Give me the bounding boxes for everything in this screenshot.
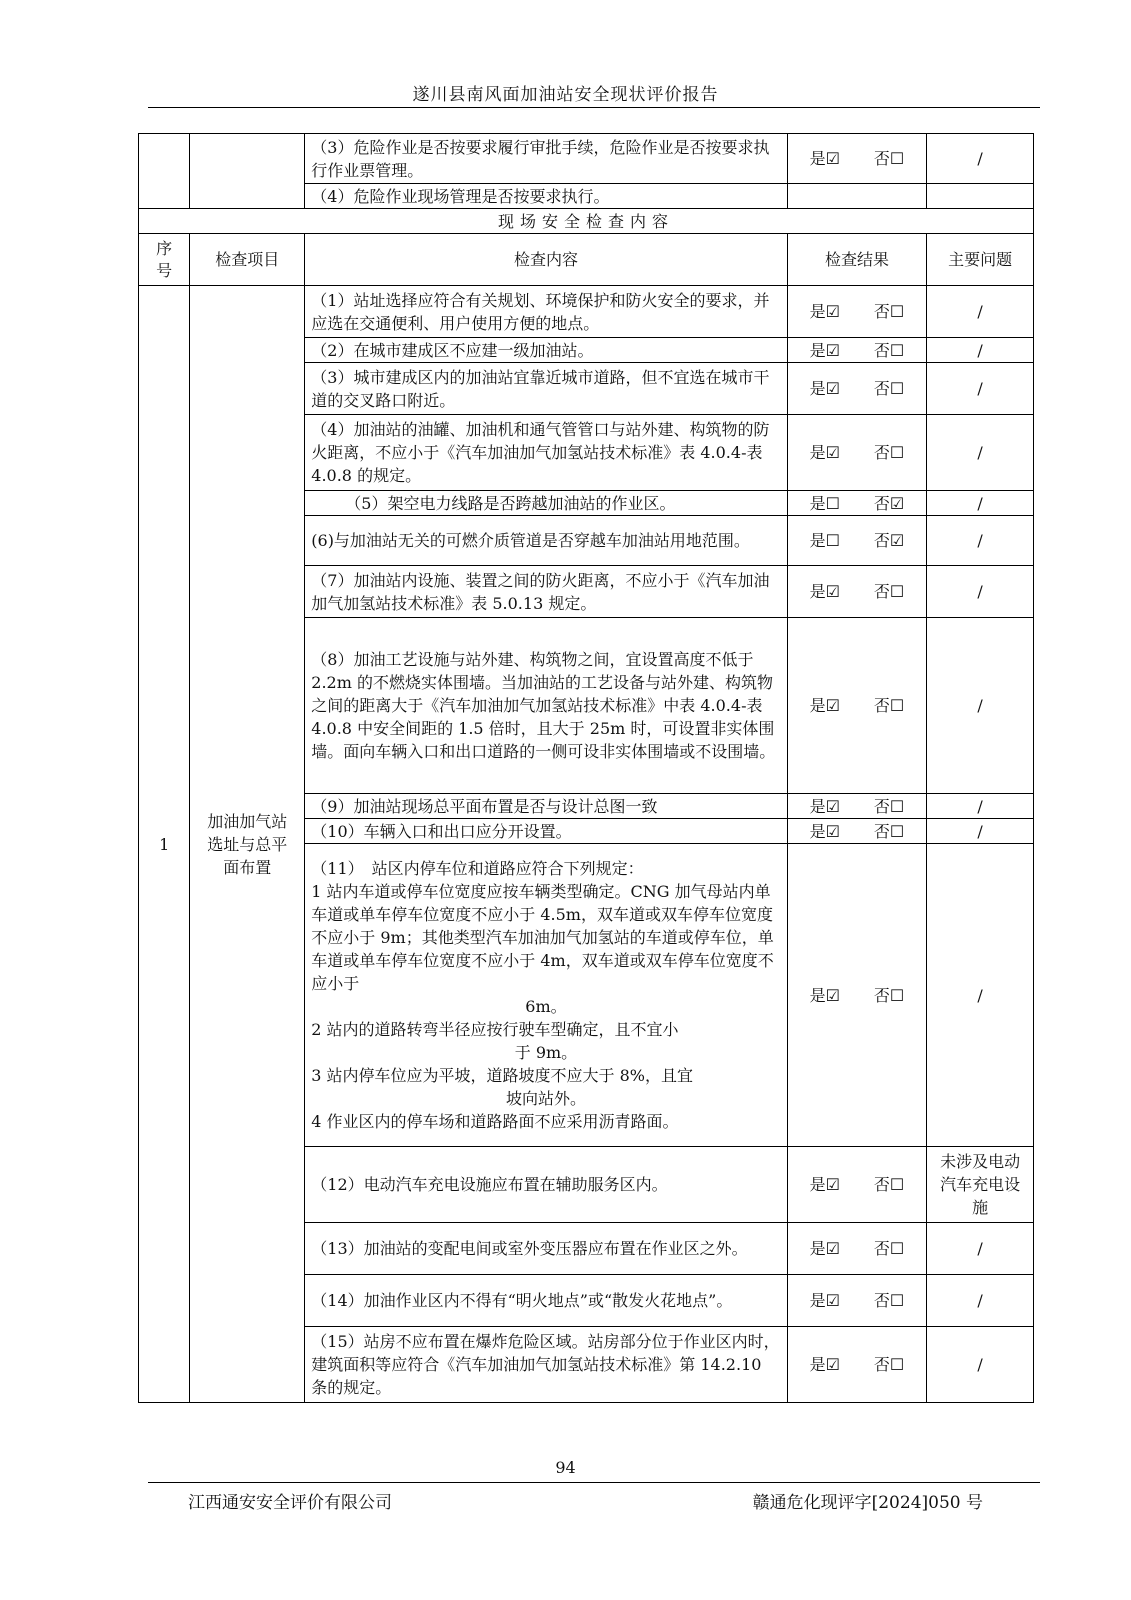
check-content: （9）加油站现场总平面布置是否与设计总图一致 <box>305 794 787 819</box>
no-checkbox[interactable]: 否☐ <box>873 796 905 816</box>
yes-checkbox[interactable]: 是☑ <box>809 796 841 816</box>
no-checkbox[interactable]: 否☐ <box>873 302 905 321</box>
yes-checkbox[interactable]: 是☑ <box>809 1291 841 1310</box>
yes-checkbox[interactable]: 是☑ <box>809 379 841 398</box>
row11-heading: （11） 站区内停车位和道路应符合下列规定： <box>311 859 644 878</box>
main-issue: 未涉及电动汽车充电设施 <box>927 1147 1034 1223</box>
main-issue: / <box>927 1327 1034 1403</box>
no-checkbox[interactable]: 否☐ <box>873 1291 905 1310</box>
yes-checkbox[interactable]: 是☑ <box>809 1175 841 1194</box>
check-result <box>787 516 927 566</box>
row11-item-2: 2 站内的道路转弯半径应按行驶车型确定，且不宜小 <box>311 1020 679 1039</box>
row11-item-3: 3 站内停车位应为平坡，道路坡度不应大于 8%，且宜 <box>311 1066 694 1085</box>
main-issue: / <box>927 363 1034 415</box>
check-result <box>787 794 927 819</box>
check-content-row11 <box>305 844 787 1147</box>
row11-item-1-end: 6m。 <box>525 997 567 1016</box>
check-content: （1）站址选择应符合有关规划、环境保护和防火安全的要求，并应选在交通便利、用户使用方便的地点。 <box>305 286 787 338</box>
check-result <box>787 618 927 794</box>
check-result <box>787 415 927 491</box>
row11-item-2-end: 于 9m。 <box>514 1043 578 1062</box>
no-checkbox[interactable]: 否☑ <box>873 493 905 513</box>
yes-checkbox[interactable]: 是☐ <box>809 493 841 513</box>
check-content: （7）加油站内设施、装置之间的防火距离，不应小于《汽车加油加气加氢站技术标准》表 5.0.13 规定。 <box>305 566 787 618</box>
check-result <box>787 819 927 844</box>
check-result <box>787 491 927 516</box>
check-result <box>787 184 927 209</box>
yes-checkbox[interactable]: 是☑ <box>809 821 841 841</box>
yes-checkbox[interactable]: 是☑ <box>809 1355 841 1374</box>
main-issue: / <box>927 1223 1034 1275</box>
table-row <box>139 286 1034 338</box>
main-issue: / <box>927 516 1034 566</box>
check-result <box>787 844 927 1147</box>
yes-checkbox[interactable]: 是☑ <box>809 696 841 715</box>
check-result <box>787 134 927 184</box>
group-seq: 1 <box>139 286 190 1403</box>
footer-doc-number: 赣通危化现评字[2024]050 号 <box>752 1493 983 1513</box>
main-issue: / <box>927 819 1034 844</box>
yes-checkbox[interactable]: 是☑ <box>809 302 841 321</box>
main-issue: / <box>927 566 1034 618</box>
check-content: （15）站房不应布置在爆炸危险区域。站房部分位于作业区内时，建筑面积等应符合《汽车加油加气加氢站技术标准》第 14.2.10 条的规定。 <box>305 1327 787 1403</box>
check-content: （13）加油站的变配电间或室外变压器应布置在作业区之外。 <box>305 1223 787 1275</box>
yes-checkbox[interactable]: 是☑ <box>809 985 841 1005</box>
col-header-content: 检查内容 <box>305 234 787 286</box>
yes-checkbox[interactable]: 是☑ <box>809 582 841 601</box>
no-checkbox[interactable]: 否☐ <box>873 1355 905 1374</box>
row11-item-4: 4 作业区内的停车场和道路路面不应采用沥青路面。 <box>311 1112 679 1131</box>
column-header-row <box>139 234 1034 286</box>
no-checkbox[interactable]: 否☐ <box>873 149 905 168</box>
no-checkbox[interactable]: 否☐ <box>873 696 905 715</box>
item-cell <box>190 134 305 209</box>
group-item: 加油加气站选址与总平面布置 <box>190 286 305 1403</box>
inspection-table <box>138 133 1034 1403</box>
check-content: （3）城市建成区内的加油站宜靠近城市道路，但不宜选在城市干道的交叉路口附近。 <box>305 363 787 415</box>
check-result <box>787 1275 927 1327</box>
no-checkbox[interactable]: 否☐ <box>873 582 905 601</box>
check-result <box>787 338 927 363</box>
main-issue: / <box>927 286 1034 338</box>
no-checkbox[interactable]: 否☐ <box>873 1239 905 1258</box>
check-result <box>787 566 927 618</box>
check-result <box>787 1147 927 1223</box>
footer-rule <box>148 1482 1040 1483</box>
no-checkbox[interactable]: 否☐ <box>873 985 905 1005</box>
footer-company: 江西通安安全评价有限公司 <box>188 1493 392 1513</box>
no-checkbox[interactable]: 否☐ <box>873 340 905 360</box>
check-result <box>787 363 927 415</box>
check-content: （10）车辆入口和出口应分开设置。 <box>305 819 787 844</box>
no-checkbox[interactable]: 否☐ <box>873 379 905 398</box>
yes-checkbox[interactable]: 是☑ <box>809 443 841 462</box>
no-checkbox[interactable]: 否☑ <box>873 531 905 550</box>
section-title: 现场安全检查内容 <box>139 209 1034 234</box>
yes-checkbox[interactable]: 是☐ <box>809 531 841 550</box>
main-issue: / <box>927 415 1034 491</box>
col-header-item: 检查项目 <box>190 234 305 286</box>
col-header-result: 检查结果 <box>787 234 927 286</box>
col-header-issue: 主要问题 <box>927 234 1034 286</box>
no-checkbox[interactable]: 否☐ <box>873 1175 905 1194</box>
check-content: （4）加油站的油罐、加油机和通气管管口与站外建、构筑物的防火距离，不应小于《汽车加油加气加氢站技术标准》表 4.0.4-表 4.0.8 的规定。 <box>305 415 787 491</box>
check-content: （14）加油作业区内不得有“明火地点”或“散发火花地点”。 <box>305 1275 787 1327</box>
main-issue <box>927 184 1034 209</box>
page-header-title: 遂川县南风面加油站安全现状评价报告 <box>412 85 719 105</box>
check-result <box>787 1327 927 1403</box>
check-content: （12）电动汽车充电设施应布置在辅助服务区内。 <box>305 1147 787 1223</box>
main-issue: / <box>927 618 1034 794</box>
no-checkbox[interactable]: 否☐ <box>873 821 905 841</box>
check-content: （2）在城市建成区不应建一级加油站。 <box>305 338 787 363</box>
section-title-row <box>139 209 1034 234</box>
check-result <box>787 286 927 338</box>
check-content: （8）加油工艺设施与站外建、构筑物之间，宜设置高度不低于 2.2m 的不燃烧实体围墙。当加油站的工艺设备与站外建、构筑物之间的距离大于《汽车加油加气加氢站技术标准》中表 4.0.4-表 4.0.8 中安全间距的 1.5 倍时，且大于 25m 时，可设置非实体围墙。面向车辆入口和出口道路的一侧可设非实体围墙或不设围墙。 <box>305 618 787 794</box>
no-checkbox[interactable]: 否☐ <box>873 443 905 462</box>
header-rule <box>148 107 1040 108</box>
row11-item-1: 1 站内车道或停车位宽度应按车辆类型确定。CNG 加气母站内单车道或单车停车位宽度不应小于 4.5m，双车道或双车停车位宽度不应小于 9m；其他类型汽车加油加气加氢站的车道或停车位，单车道或单车停车位宽度不应小于 4m，双车道或双车停车位宽度不应小于 <box>311 882 774 993</box>
col-header-seq: 序号 <box>139 234 190 286</box>
check-result <box>787 1223 927 1275</box>
check-content: （4）危险作业现场管理是否按要求执行。 <box>305 184 787 209</box>
row11-item-3-end: 坡向站外。 <box>505 1089 586 1108</box>
main-issue: / <box>927 134 1034 184</box>
table-row <box>139 134 1034 184</box>
yes-checkbox[interactable]: 是☑ <box>809 149 841 168</box>
check-content: （3）危险作业是否按要求履行审批手续，危险作业是否按要求执行作业票管理。 <box>305 134 787 184</box>
page-number: 94 <box>555 1458 576 1477</box>
main-issue: / <box>927 491 1034 516</box>
yes-checkbox[interactable]: 是☑ <box>809 340 841 360</box>
check-content: (6)与加油站无关的可燃介质管道是否穿越车加油站用地范围。 <box>305 516 787 566</box>
check-content: （5）架空电力线路是否跨越加油站的作业区。 <box>305 491 787 516</box>
main-issue: / <box>927 794 1034 819</box>
main-issue: / <box>927 844 1034 1147</box>
seq-cell <box>139 134 190 209</box>
main-issue: / <box>927 1275 1034 1327</box>
main-issue: / <box>927 338 1034 363</box>
yes-checkbox[interactable]: 是☑ <box>809 1239 841 1258</box>
